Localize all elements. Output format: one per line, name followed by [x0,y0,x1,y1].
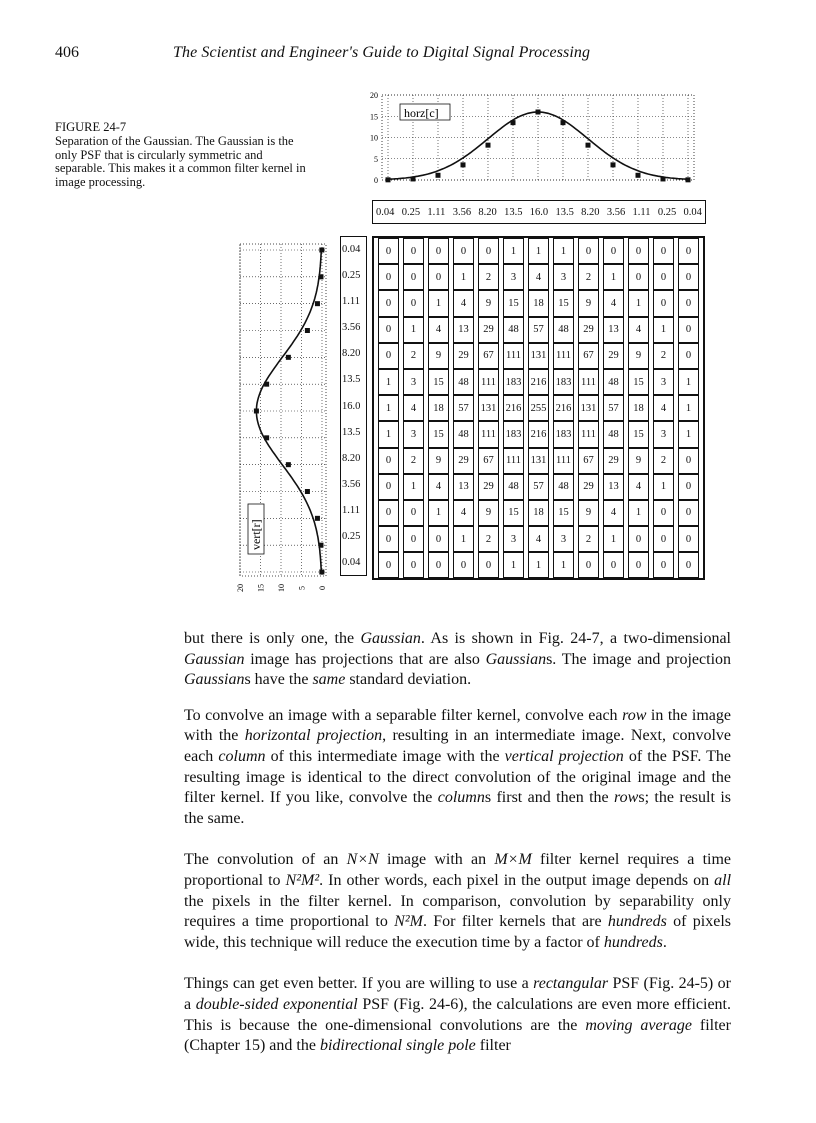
vert-data-point [286,462,291,467]
matrix-cell: 18 [528,500,549,526]
horz-data-point [536,110,541,115]
matrix-cell: 67 [578,448,599,474]
matrix-cell: 3 [653,421,674,447]
page-number: 406 [55,44,79,61]
matrix-cell: 13 [453,474,474,500]
matrix-cell: 2 [578,264,599,290]
matrix-row [378,448,699,474]
matrix-cell: 9 [578,500,599,526]
horz-data-point [511,120,516,125]
matrix-row [378,343,699,369]
matrix-cell: 111 [478,421,499,447]
matrix-cell: 2 [653,343,674,369]
paragraph-2: To convolve an image with a separable filter kernel, convolve each row in the image with the horizontal projection, resulting in an intermediate image. Next, convolve each column of this intermediate image with the vertical projection of the PSF. The resulting image is identical to the direct convolution of the original image and the filter kernel. If you like, convolve the columns first and then the rows; the result is the same. [184,706,732,827]
vert-data-point [254,409,259,414]
matrix-cell: 1 [403,474,424,500]
matrix-cell: 0 [653,238,674,264]
horz-tick-label: 20 [370,91,378,100]
matrix-cell: 29 [578,474,599,500]
vert-tick-label: 10 [277,584,286,592]
matrix-row [378,317,699,343]
vert-data-point [315,516,320,521]
matrix-cell: 3 [503,526,524,552]
matrix-cell: 1 [678,421,699,447]
matrix-cell: 15 [553,290,574,316]
horz-data-point [561,120,566,125]
matrix-cell: 15 [628,421,649,447]
matrix-cell: 183 [553,369,574,395]
matrix-cell: 1 [503,552,524,578]
matrix-cell: 3 [403,369,424,395]
matrix-cell: 183 [503,369,524,395]
vert-data-point [305,489,310,494]
horz-data-point [436,173,441,178]
horz-data-point [586,143,591,148]
matrix-cell: 0 [628,526,649,552]
matrix-cell: 29 [578,317,599,343]
horz-data-point [486,143,491,148]
vert-data-point [264,382,269,387]
vert-data-point [319,248,324,253]
matrix-cell: 15 [428,421,449,447]
horz-tick-label: 10 [370,133,378,143]
matrix-cell: 0 [453,238,474,264]
horz-value: 0.04 [683,206,702,218]
matrix-cell: 131 [528,448,549,474]
matrix-cell: 0 [478,552,499,578]
horizontal-projection-values [372,200,706,224]
matrix-row [378,369,699,395]
horz-value: 8.20 [581,206,600,218]
matrix-cell: 2 [403,343,424,369]
matrix-cell: 48 [553,317,574,343]
matrix-cell: 0 [428,526,449,552]
vert-data-point [319,570,324,575]
paragraph-3: The convolution of an N×N image with an M×M filter kernel requires a time proportional to N²M². In other words, each pixel in the output image depends on all the pixels in the filter kernel. In comparison, convolution by separability only requires a time proportional to N²M. For filter kernels that are hundreds of pixels wide, this technique will reduce the execution time by a factor of hundreds. [184,851,732,951]
matrix-cell: 0 [678,317,699,343]
horz-value: 1.11 [427,206,446,218]
matrix-row [378,421,699,447]
matrix-cell: 0 [653,264,674,290]
matrix-cell: 216 [503,395,524,421]
matrix-row [378,395,699,421]
matrix-cell: 0 [628,264,649,290]
matrix-cell: 1 [453,526,474,552]
matrix-cell: 4 [603,500,624,526]
vert-value: 8.20 [342,348,361,360]
matrix-cell: 216 [528,369,549,395]
horz-data-point [461,162,466,167]
horizontal-projection-chart [360,90,710,190]
matrix-cell: 15 [428,369,449,395]
matrix-cell: 0 [603,552,624,578]
matrix-cell: 131 [578,395,599,421]
horz-value: 3.56 [452,206,472,218]
vert-data-point [318,274,323,279]
matrix-cell: 0 [378,264,399,290]
matrix-cell: 3 [553,264,574,290]
matrix-cell: 0 [678,238,699,264]
matrix-row [378,474,699,500]
horz-value: 0.25 [657,206,677,218]
matrix-cell: 2 [578,526,599,552]
matrix-cell: 0 [378,290,399,316]
matrix-cell: 216 [553,395,574,421]
matrix-cell: 48 [603,421,624,447]
matrix-cell: 1 [453,264,474,290]
vertical-projection-values [340,236,367,576]
matrix-cell: 48 [453,421,474,447]
matrix-cell: 0 [603,238,624,264]
matrix-cell: 15 [503,500,524,526]
paragraph-4: Things can get even better. If you are willing to use a rectangular PSF (Fig. 24-5) or a double-sided exponential PSF (Fig. 24-6), the calculations are even more efficient. This is because the one-dimensional convolutions are the moving average filter (Chapter 15) and the bidirectional single pole filter [184,975,732,1055]
matrix-cell: 0 [428,238,449,264]
matrix-cell: 29 [603,448,624,474]
matrix-cell: 9 [628,448,649,474]
horz-data-point [611,162,616,167]
vertical-projection-chart [228,236,338,596]
matrix-cell: 0 [653,526,674,552]
matrix-cell: 13 [603,474,624,500]
vert-value: 1.11 [342,504,360,516]
matrix-cell: 29 [453,448,474,474]
matrix-cell: 255 [528,395,549,421]
matrix-cell: 2 [403,448,424,474]
matrix-cell: 9 [478,500,499,526]
matrix-cell: 1 [628,500,649,526]
matrix-cell: 9 [578,290,599,316]
vert-value: 13.5 [342,374,361,386]
matrix-cell: 0 [678,290,699,316]
horz-tick-label: 0 [374,176,378,185]
matrix-cell: 15 [503,290,524,316]
matrix-cell: 4 [603,290,624,316]
matrix-cell: 48 [503,317,524,343]
matrix-cell: 1 [378,369,399,395]
vert-data-point [286,355,291,360]
horz-data-point [636,173,641,178]
caption-label: FIGURE 24-7 [55,120,127,134]
matrix-cell: 1 [653,474,674,500]
horz-value: 3.56 [606,206,626,218]
matrix-cell: 1 [553,238,574,264]
matrix-cell: 29 [478,317,499,343]
matrix-cell: 0 [678,500,699,526]
horz-value: 16.0 [529,206,549,218]
vert-value: 3.56 [342,322,361,334]
matrix-row [378,238,699,264]
matrix-cell: 0 [628,552,649,578]
matrix-cell: 0 [678,264,699,290]
matrix-cell: 9 [478,290,499,316]
matrix-cell: 131 [528,343,549,369]
matrix-cell: 0 [378,317,399,343]
matrix-cell: 1 [428,290,449,316]
matrix-cell: 1 [653,317,674,343]
matrix-cell: 0 [653,552,674,578]
matrix-cell: 0 [678,474,699,500]
vert-value: 3.56 [342,478,361,490]
matrix-cell: 0 [428,264,449,290]
vert-value: 1.11 [342,296,360,308]
vert-value: 8.20 [342,452,361,464]
matrix-cell: 0 [403,526,424,552]
matrix-row [378,290,699,316]
matrix-cell: 216 [528,421,549,447]
matrix-cell: 111 [478,369,499,395]
matrix-cell: 15 [628,369,649,395]
horz-value: 0.04 [376,206,395,218]
matrix-cell: 1 [528,552,549,578]
matrix-cell: 2 [478,526,499,552]
horz-tick-label: 15 [370,112,378,122]
horz-tick-label: 5 [374,154,378,164]
matrix-cell: 4 [453,500,474,526]
matrix-cell: 0 [678,448,699,474]
matrix-cell: 0 [403,264,424,290]
matrix-cell: 111 [503,343,524,369]
matrix-cell: 1 [403,317,424,343]
matrix-cell: 9 [428,343,449,369]
matrix-cell: 0 [378,526,399,552]
matrix-cell: 48 [603,369,624,395]
matrix-row [378,552,699,578]
matrix-cell: 111 [503,448,524,474]
vert-label: vert[r] [249,519,263,550]
horz-data-point [411,176,416,181]
matrix-cell: 111 [578,421,599,447]
matrix-cell: 0 [578,238,599,264]
vert-data-point [264,435,269,440]
matrix-cell: 29 [603,343,624,369]
matrix-cell: 0 [578,552,599,578]
matrix-cell: 0 [628,238,649,264]
matrix-row [378,526,699,552]
matrix-row [378,264,699,290]
matrix-cell: 67 [478,343,499,369]
vert-value: 0.25 [342,270,361,282]
matrix-cell: 0 [678,552,699,578]
matrix-cell: 0 [403,500,424,526]
running-title: The Scientist and Engineer's Guide to Digital Signal Processing [173,44,591,61]
matrix-cell: 0 [378,500,399,526]
matrix-cell: 3 [553,526,574,552]
matrix-cell: 0 [428,552,449,578]
matrix-cell: 0 [378,448,399,474]
vert-value: 16.0 [342,400,361,412]
matrix-cell: 67 [578,343,599,369]
matrix-cell: 131 [478,395,499,421]
matrix-cell: 3 [653,369,674,395]
matrix-cell: 57 [603,395,624,421]
matrix-row [378,500,699,526]
horz-data-point [661,176,666,181]
matrix-cell: 4 [528,264,549,290]
matrix-cell: 111 [553,448,574,474]
matrix-cell: 183 [553,421,574,447]
matrix-cell: 29 [478,474,499,500]
caption-text: Separation of the Gaussian. The Gaussian is the only PSF that is circularly symmetric and separable. This makes it a common filter kernel in image processing. [55,133,306,190]
horz-value: 1.11 [632,206,651,218]
gaussian-kernel-matrix [372,236,705,580]
horz-value: 13.5 [555,206,574,218]
matrix-cell: 0 [453,552,474,578]
matrix-cell: 4 [653,395,674,421]
matrix-cell: 0 [378,343,399,369]
matrix-cell: 1 [528,238,549,264]
vert-value: 0.04 [342,244,361,255]
matrix-cell: 18 [428,395,449,421]
matrix-cell: 1 [678,369,699,395]
matrix-cell: 1 [603,264,624,290]
matrix-cell: 4 [453,290,474,316]
horz-value: 0.25 [401,206,421,218]
matrix-cell: 0 [378,474,399,500]
vert-data-point [315,301,320,306]
matrix-cell: 4 [428,317,449,343]
vert-tick-label: 20 [236,584,245,592]
matrix-cell: 0 [478,238,499,264]
matrix-cell: 0 [678,343,699,369]
matrix-cell: 0 [378,552,399,578]
matrix-cell: 0 [403,290,424,316]
matrix-cell: 4 [528,526,549,552]
matrix-cell: 29 [453,343,474,369]
matrix-cell: 15 [553,500,574,526]
horz-data-point [686,177,691,182]
matrix-cell: 4 [403,395,424,421]
matrix-cell: 48 [553,474,574,500]
matrix-cell: 18 [628,395,649,421]
paragraph-1: but there is only one, the Gaussian. As is shown in Fig. 24-7, a two-dimensional Gaussian image has projections that are also Gaussians. The image and projection Gaussians have the same standard deviation. [184,630,732,689]
matrix-cell: 111 [578,369,599,395]
matrix-cell: 1 [628,290,649,316]
matrix-cell: 1 [678,395,699,421]
matrix-cell: 1 [378,421,399,447]
matrix-cell: 0 [403,238,424,264]
matrix-cell: 1 [553,552,574,578]
matrix-cell: 183 [503,421,524,447]
matrix-cell: 57 [528,474,549,500]
matrix-cell: 57 [453,395,474,421]
horz-value: 8.20 [478,206,497,218]
matrix-cell: 0 [403,552,424,578]
matrix-cell: 3 [503,264,524,290]
matrix-cell: 57 [528,317,549,343]
matrix-cell: 18 [528,290,549,316]
matrix-cell: 13 [603,317,624,343]
matrix-cell: 4 [428,474,449,500]
matrix-cell: 3 [403,421,424,447]
horz-value: 13.5 [504,206,523,218]
matrix-cell: 0 [653,500,674,526]
matrix-cell: 1 [378,395,399,421]
horz-label: horz[c] [404,106,439,120]
vert-value: 0.25 [342,531,361,543]
matrix-cell: 13 [453,317,474,343]
matrix-cell: 111 [553,343,574,369]
matrix-cell: 2 [653,448,674,474]
figure-caption [55,121,310,190]
vert-tick-label: 0 [318,586,327,590]
matrix-cell: 1 [428,500,449,526]
matrix-cell: 1 [503,238,524,264]
matrix-cell: 9 [628,343,649,369]
matrix-cell: 48 [453,369,474,395]
matrix-cell: 1 [603,526,624,552]
matrix-cell: 4 [628,317,649,343]
matrix-cell: 67 [478,448,499,474]
matrix-cell: 48 [503,474,524,500]
matrix-cell: 0 [653,290,674,316]
vert-tick-label: 15 [256,584,266,592]
matrix-cell: 4 [628,474,649,500]
vert-value: 0.04 [342,557,361,569]
body-text [184,629,731,1072]
vert-tick-label: 5 [297,586,307,590]
vert-data-point [305,328,310,333]
vert-data-point [318,543,323,548]
matrix-cell: 0 [378,238,399,264]
horz-data-point [386,177,391,182]
matrix-cell: 0 [678,526,699,552]
matrix-cell: 2 [478,264,499,290]
matrix-cell: 9 [428,448,449,474]
vert-value: 13.5 [342,426,361,438]
